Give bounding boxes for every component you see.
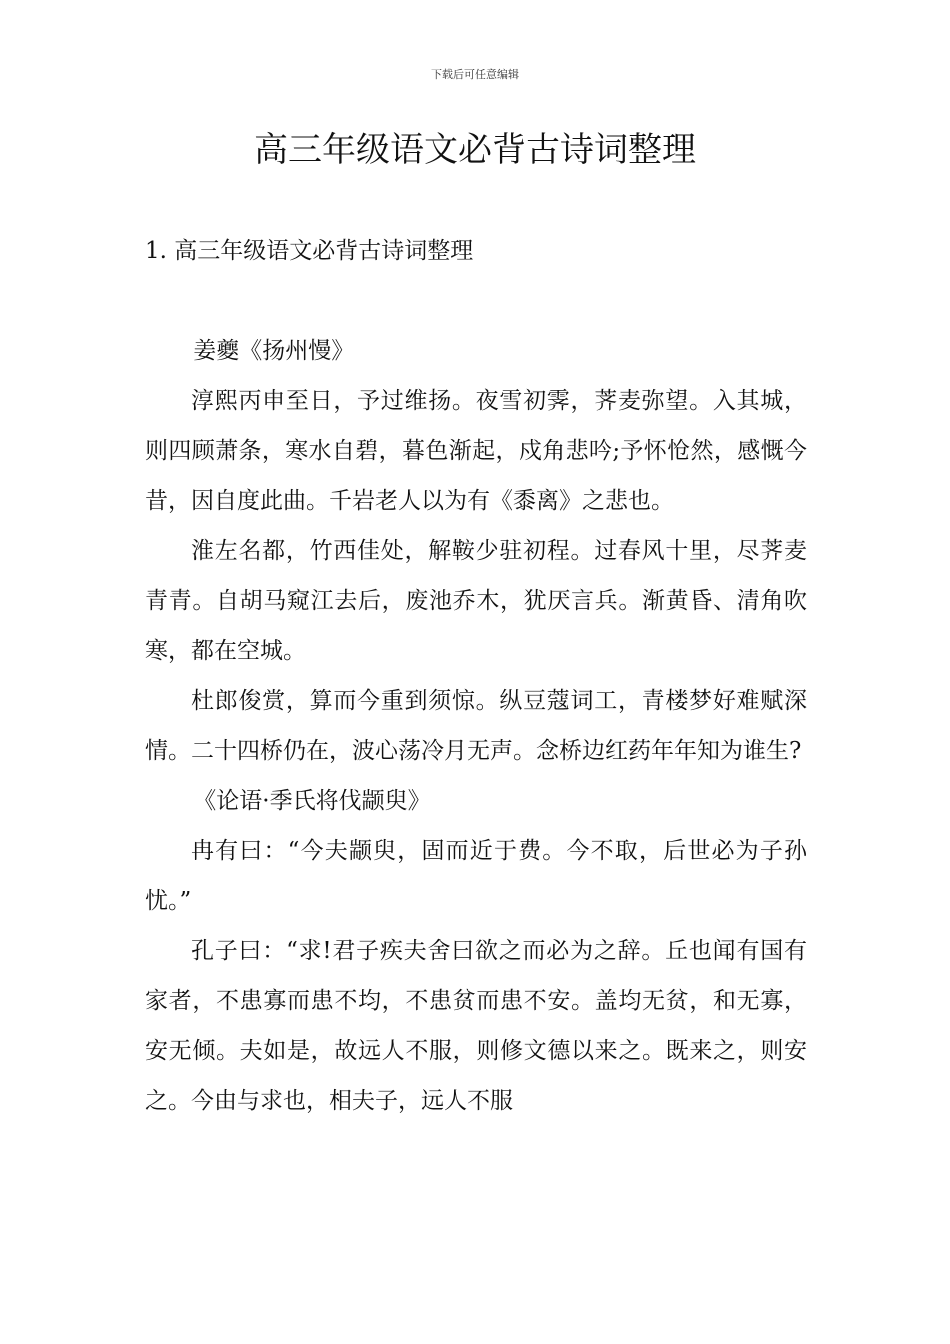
- document-body: [145, 326, 807, 1126]
- section-heading: 1. 高三年级语文必背古诗词整理: [145, 238, 474, 264]
- text-title: 《论语·季氏将伐颛臾》: [193, 788, 431, 814]
- paragraph: 杜郎俊赏，算而今重到须惊。纵豆蔻词工，青楼梦好难赋深情。二十四桥仍在，波心荡冷月无声。念桥边红药年年知为谁生?: [145, 688, 807, 764]
- poem-title: 姜夔《扬州慢》: [193, 338, 355, 364]
- document-title: 高三年级语文必背古诗词整理: [254, 130, 696, 170]
- paragraph: 淮左名都，竹西佳处，解鞍少驻初程。过春风十里，尽荠麦青青。自胡马窥江去后，废池乔木，犹厌言兵。渐黄昏、清角吹寒，都在空城。: [145, 538, 807, 664]
- paragraph: 冉有曰：“今夫颛臾，固而近于费。今不取，后世必为子孙忧。”: [145, 838, 807, 914]
- paragraph: 淳熙丙申至日，予过维扬。夜雪初霁，荠麦弥望。入其城，则四顾萧条，寒水自碧，暮色渐起，戍角悲吟;予怀怆然，感慨今昔，因自度此曲。千岩老人以为有《黍离》之悲也。: [145, 388, 807, 514]
- header-note: 下载后可任意编辑: [431, 68, 519, 81]
- paragraph: 孔子曰：“求!君子疾夫舍曰欲之而必为之辞。丘也闻有国有家者，不患寡而患不均，不患贫而患不安。盖均无贫，和无寡，安无倾。夫如是，故远人不服，则修文德以来之。既来之，则安之。今由与求也，相夫子，远人不服: [145, 938, 807, 1114]
